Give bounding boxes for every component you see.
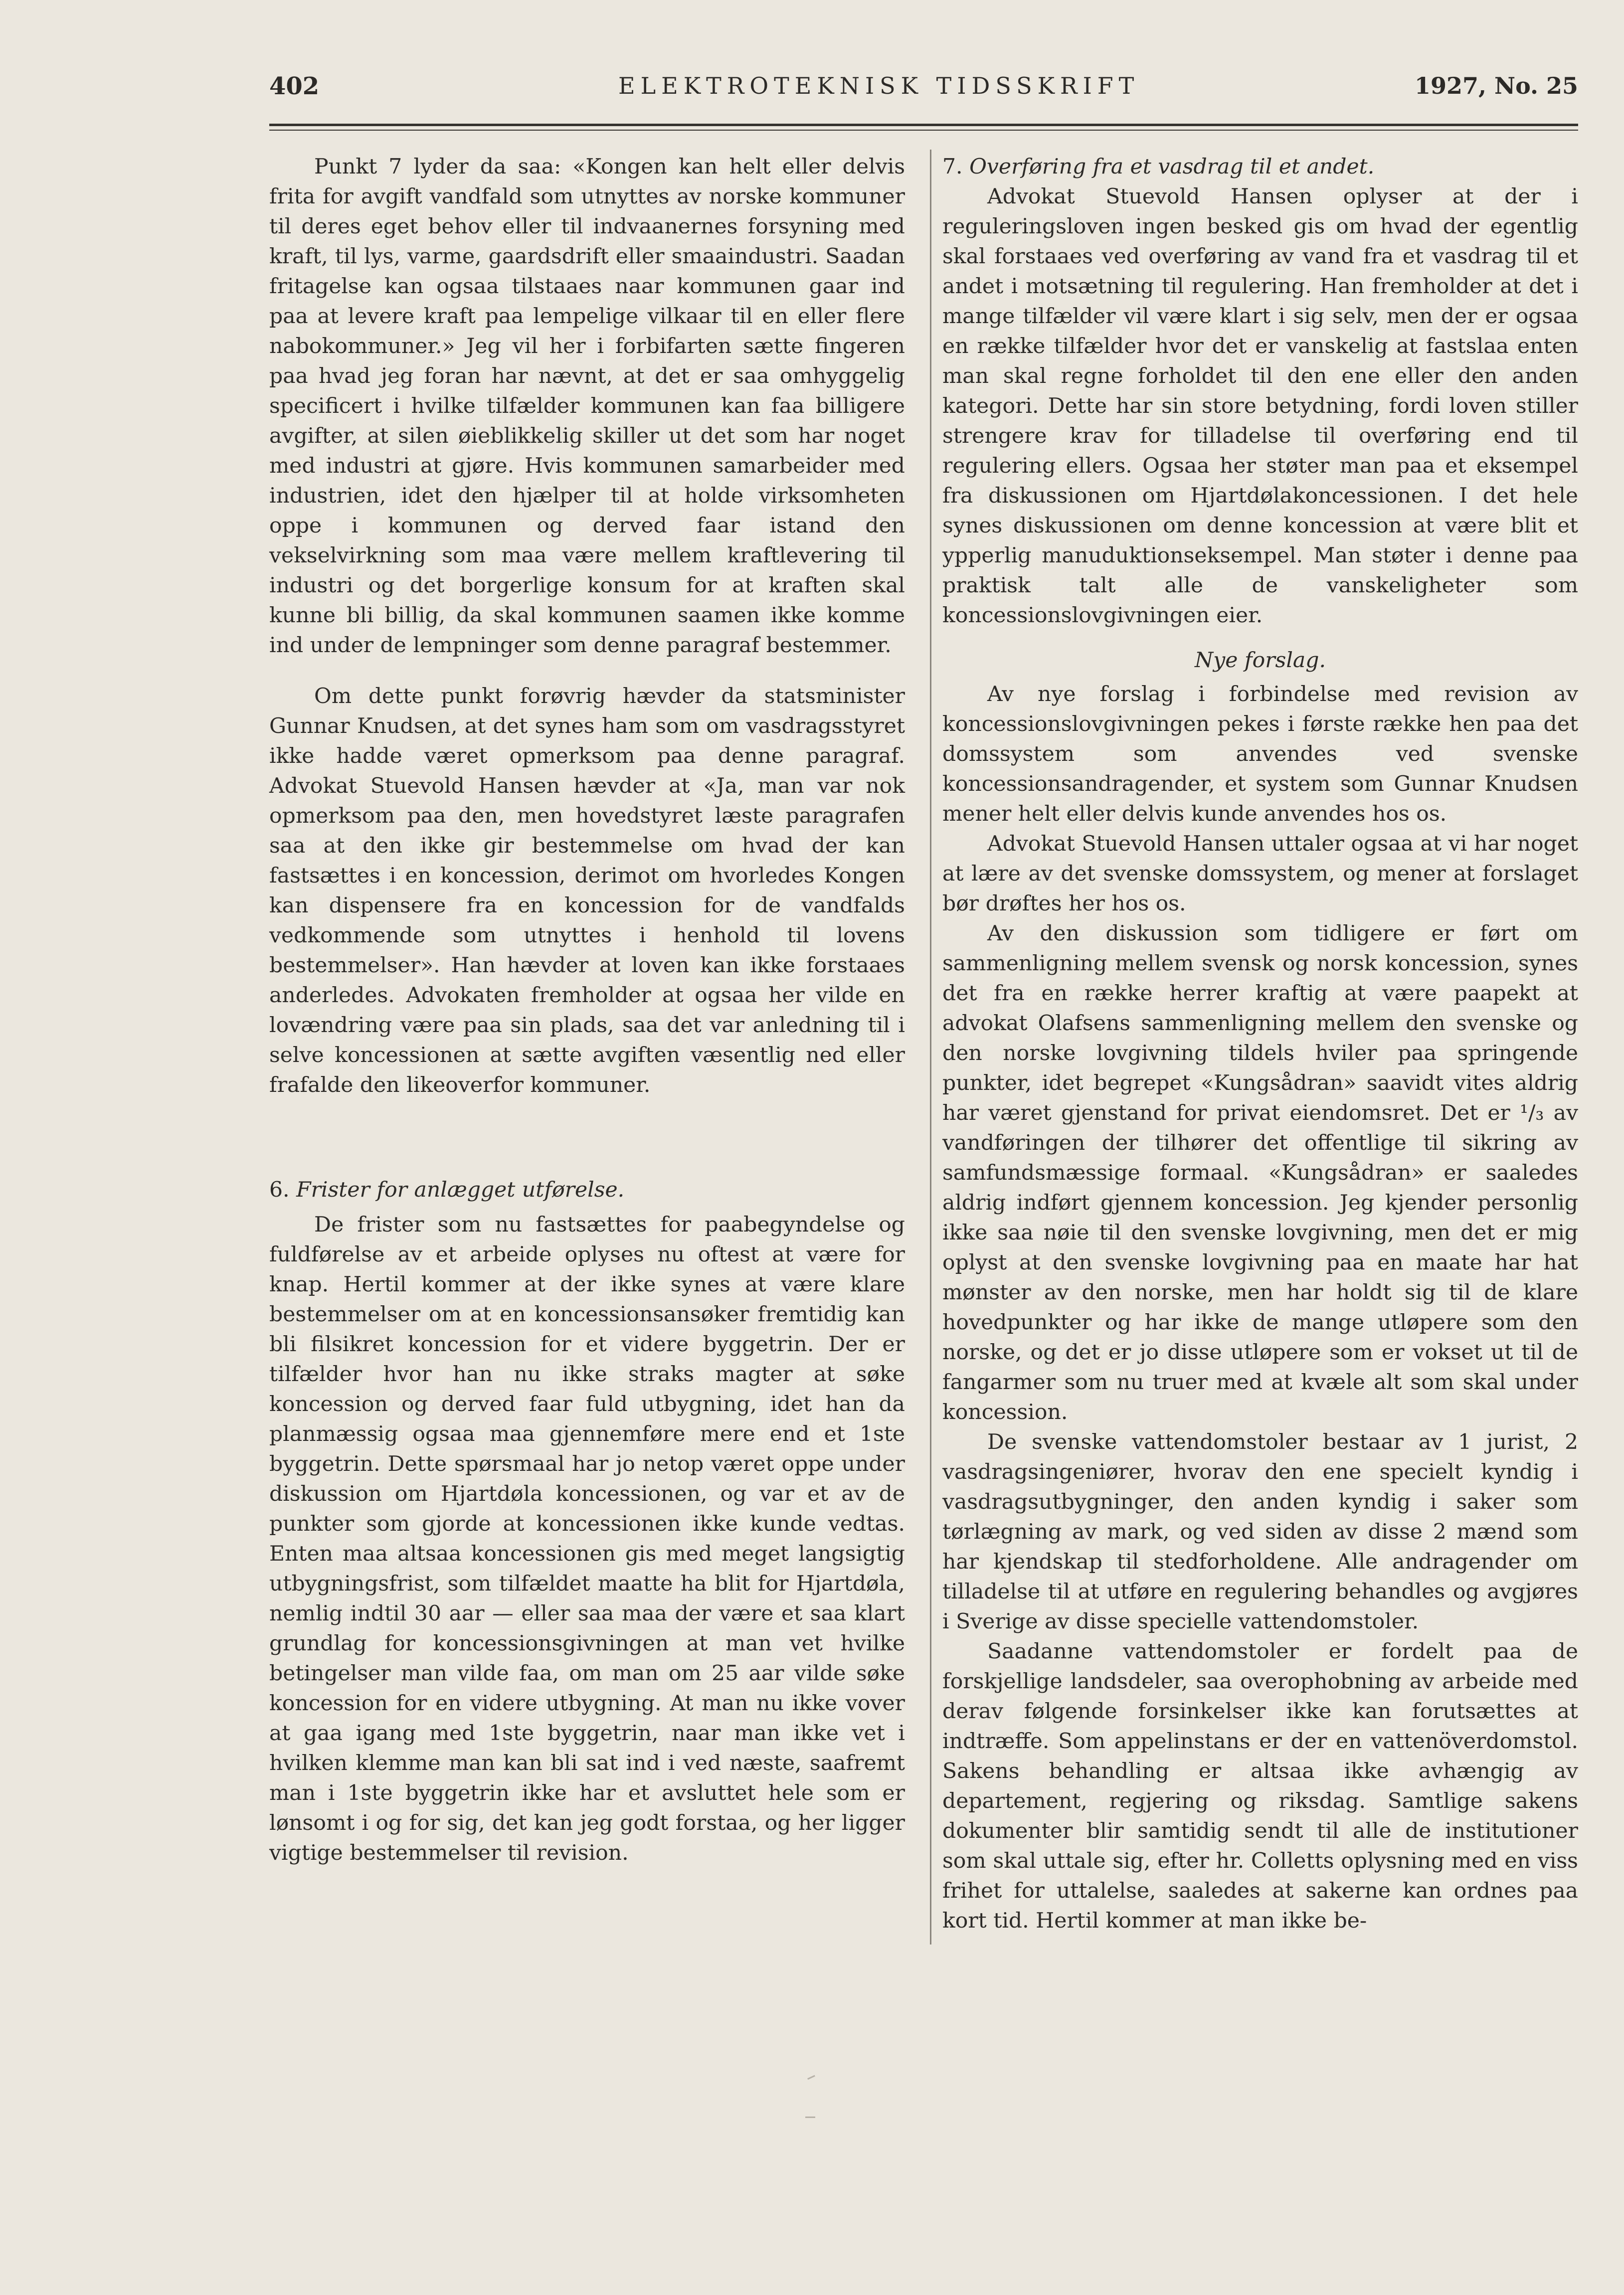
paragraph: Saadanne vattendomstoler er fordelt paa de forskjellige landsdeler, saa overophobning av arbeide med derav følgende forsinkelser ikke kan forutsættes at indtræffe. Som appelinstans er der en vattenöverdomstol. Sakens behandling er altsaa ikke avhængig av departement, regjering og riksdag. Samtlige sakens dokumenter blir samtidig sendt til alle de institutioner som skal uttale sig, efter hr. Colletts oplysning med en viss frihet for uttalelse, saaledes at sakerne kan ordnes paa kort tid. Hertil kommer at man ikke be- (942, 1639, 1578, 1933)
subsection-heading: Nye forslag. (1195, 648, 1326, 673)
column-divider (930, 150, 931, 1944)
left-column (269, 152, 905, 1868)
right-column (942, 152, 1578, 1936)
header-rule-thick (269, 124, 1578, 126)
issue-number: 1927, No. 25 (1414, 72, 1578, 99)
paragraph: De svenske vattendomstoler bestaar av 1 jurist, 2 vasdragsingeniører, hvorav den ene specielt kyndig i vasdragsutbygninger, den anden kyndig i saker som tørlægning av mark, og ved siden av disse 2 mænd som har kjendskap til stedforholdene. Alle andragender om tilladelse til at utføre en regulering behandles og avgjøres i Sverige av disse specielle vattendomstoler. (942, 1430, 1578, 1634)
paragraph: Av nye forslag i forbindelse med revision av koncessionslovgivningen pekes i første række hen paa det domssystem som anvendes ved svenske koncessionsandragender, et system som Gunnar Knudsen mener helt eller delvis kunde anvendes hos os. (942, 682, 1578, 826)
section-title: Frister for anlægget utførelse. (296, 1178, 625, 1202)
section-heading (942, 152, 1578, 182)
section-title: Overføring fra et vasdrag til et andet. (969, 155, 1375, 179)
paragraph: Punkt 7 lyder da saa: «Kongen kan helt eller delvis frita for avgift vandfald som utnyttes av norske kommuner til deres eget behov eller til indvaanernes forsyning med kraft, til lys, varme, gaardsdrift eller smaaindustri. Saadan fritagelse kan ogsaa tilstaaes naar kommunen gaar ind paa at levere kraft paa lempelige vilkaar til en eller flere nabokommuner.» Jeg vil her i forbifarten sætte fingeren paa hvad jeg foran har nævnt, at det er saa omhyggelig specificert i hvilke tilfælder kommunen kan faa billigere avgifter, at silen øieblikkelig skiller ut det som har noget med industri at gjøre. Hvis kommunen samarbeider med industrien, idet den hjælper til at holde virksomheten oppe i kommunen og derved faar istand den vekselvirkning som maa være mellem kraftlevering til industri og det borgerlige konsum for at kraften skal kunne bli billig, da skal kommunen saamen ikke komme ind under de lempninger som denne paragraf bestemmer. (269, 155, 905, 658)
print-mark (807, 2075, 815, 2080)
journal-title: ELEKTROTEKNISK TIDSSKRIFT (618, 72, 1140, 99)
print-mark (805, 2117, 815, 2118)
paragraph: Om dette punkt forøvrig hævder da statsminister Gunnar Knudsen, at det synes ham som om vasdragsstyret ikke hadde været opmerksom paa denne paragraf. Advokat Stuevold Hansen hævder at «Ja, man var nok opmerksom paa den, men hovedstyret læste paragrafen saa at den ikke gir bestemmelse om hvad der kan fastsættes i en koncession, derimot om hvorledes Kongen kan dispensere fra en koncession for de vandfalds vedkommende som utnyttes i henhold til lovens bestemmelser». Han hævder at loven kan ikke forstaaes anderledes. Advokaten fremholder at ogsaa her vilde en lovændring være paa sin plads, saa det var anledning til i selve koncessionen at sætte avgiften væsentlig ned eller frafalde den likeoverfor kommuner. (269, 684, 905, 1097)
paragraph: Advokat Stuevold Hansen uttaler ogsaa at vi har noget at lære av det svenske domssystem, og mener at forslaget bør drøftes her hos os. (942, 832, 1578, 916)
paragraph: Advokat Stuevold Hansen oplyser at der i reguleringsloven ingen besked gis om hvad der egentlig skal forstaaes ved overføring av vand fra et vasdrag til et andet i motsætning til regulering. Han fremholder at det i mange tilfælder vil være klart i sig selv, men der er ogsaa en række tilfælder hvor det er vanskelig at fastslaa enten man skal regne forholdet til den ene eller den anden kategori. Dette har sin store betydning, fordi loven stiller strengere krav for tilladelse til overføring end til regulering ellers. Ogsaa her støter man paa et eksempel fra diskussionen om Hjartdølakoncessionen. I det hele synes diskussionen om denne koncession at være blit et ypperlig manuduktionseksempel. Man støter i denne paa praktisk talt alle de vanskeligheter som koncessionslovgivningen eier. (942, 184, 1578, 628)
print-marks (805, 2077, 820, 2121)
section-heading (269, 1175, 905, 1205)
section-number: 6. (269, 1178, 290, 1202)
page-header (269, 72, 1578, 107)
paragraph: De frister som nu fastsættes for paabegyndelse og fuldførelse av et arbeide oplyses nu oftest at være for knap. Hertil kommer at der ikke synes at være klare bestemmelser om at en koncessionsansøker fremtidig kan bli filsikret koncession for et videre byggetrin. Der er tilfælder hvor han nu ikke straks magter at søke koncession og derved faar fuld utbygning, idet han da planmæssig ogsaa maa gjennemføre mere end et 1ste byggetrin. Dette spørsmaal har jo netop været oppe under diskussion om Hjartdøla koncessionen, og var et av de punkter som gjorde at koncessionen ikke kunde vedtas. Enten maa altsaa koncessionen gis med meget langsigtig utbygningsfrist, som tilfældet maatte ha blit for Hjartdøla, nemlig indtil 30 aar — eller saa maa der være et saa klart grundlag for koncessionsgivningen at man vet hvilke betingelser man vilde faa, om man om 25 aar vilde søke koncession for en videre utbygning. At man nu ikke vover at gaa igang med 1ste byggetrin, naar man ikke vet i hvilken klemme man kan bli sat ind i ved næste, saafremt man i 1ste byggetrin ikke har et avsluttet hele som er lønsomt i og for sig, det kan jeg godt forstaa, og her ligger vigtige bestemmelser til revision. (269, 1213, 905, 1865)
section-number: 7. (942, 155, 963, 179)
page-number: 402 (269, 72, 320, 100)
header-rule-thin (269, 130, 1578, 131)
paragraph: Av den diskussion som tidligere er ført om sammenligning mellem svensk og norsk koncession, synes det fra en række herrer kraftig at være paapekt at advokat Olafsens sammenligning mellem den svenske og den norske lovgivning tildels hviler paa springende punkter, idet begrepet «Kungsådran» saavidt vites aldrig har været gjenstand for privat eiendomsret. Det er ¹/₃ av vandføringen der tilhører det offentlige til sikring av samfundsmæssige formaal. «Kungsådran» er saaledes aldrig indført gjennem koncession. Jeg kjender personlig ikke saa nøie til den svenske lovgivning, men det er mig oplyst at den svenske lovgivning paa en maate har hat mønster av den norske, men har holdt sig til de klare hovedpunkter og har ikke de mange utløpere som den norske, og det er jo disse utløpere som er vokset ut til de fangarmer som nu truer med at kvæle alt som skal under koncession. (942, 921, 1578, 1424)
